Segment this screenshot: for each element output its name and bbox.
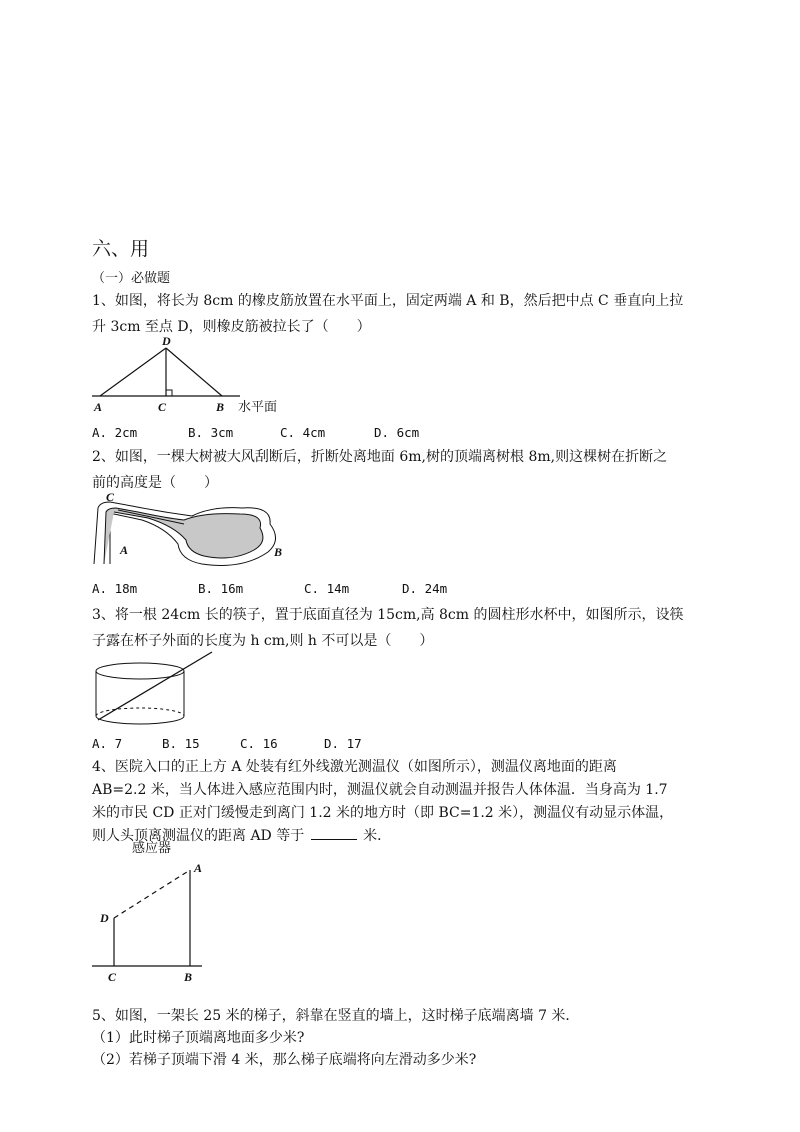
q2-figure [92,490,302,570]
q2-text-line2: 前的高度是（ ） [92,475,218,491]
q5-subquestion-2: （2）若梯子顶端下滑 4 米，那么梯子底端将向左滑动多少米? [92,1052,477,1068]
q2-label-a: A [120,543,129,557]
q1-figure [92,336,302,418]
q4-text-line1: 4、医院入口的正上方 A 处装有红外线激光测温仪（如图所示），测温仪离地面的距离 [92,759,617,775]
q4-answer-blank[interactable] [311,827,357,840]
section-title: 六、用 [92,238,150,260]
q1-label-surface: 水平面 [238,399,278,414]
q4-text-line4-pre: 则人头顶离测温仪的距离 AD 等于 [92,828,305,844]
q5-text-line1: 5、如图，一架长 25 米的梯子，斜靠在竖直的墙上，这时梯子底端离墙 7 米． [92,1008,580,1024]
q4-label-d: D [100,911,109,925]
q1-option-d[interactable]: D. 6cm [374,425,420,440]
q4-figure [92,840,232,990]
q1-option-b[interactable]: B. 3cm [188,425,234,440]
subsection-heading: （一）必做题 [92,271,171,286]
q2-label-b: B [274,545,283,559]
q5-subquestion-1: （1）此时梯子顶端离地面多少米? [92,1030,305,1046]
q4-text-line4-post: 米． [363,828,392,844]
q2-option-a[interactable]: A. 18m [92,581,138,596]
q1-label-b: B [216,400,225,414]
q3-text-line1: 3、将一根 24cm 长的筷子，置于底面直径为 15cm,高 8cm 的圆柱形水杯中，如图所示，设筷 [92,607,684,623]
q1-option-c[interactable]: C. 4cm [280,425,326,440]
q1-text-line1: 1、如图，将长为 8cm 的橡皮筋放置在水平面上，固定两端 A 和 B，然后把中点 C 垂直向上拉 [92,293,684,309]
q3-option-d[interactable]: D. 17 [324,736,362,751]
q4-text-line2: AB=2.2 米，当人体进入感应范围内时，测温仪就会自动测温并报告人体体温．当身高为 1.7 [92,782,668,798]
q3-options [92,736,492,752]
q3-option-c[interactable]: C. 16 [240,736,278,751]
q4-label-b: B [184,970,193,984]
q2-text-line1: 2、如图，一棵大树被大风刮断后，折断处离地面 6m,树的顶端离树根 8m,则这棵树在折断之 [92,449,668,465]
q2-option-b[interactable]: B. 16m [198,581,244,596]
q2-option-d[interactable]: D. 24m [402,581,448,596]
q3-text-line2: 子露在杯子外面的长度为 h cm,则 h 不可以是（ ） [92,633,434,649]
q2-options [92,581,492,597]
q1-label-c: C [158,400,167,414]
q3-option-a[interactable]: A. 7 [92,736,123,751]
q4-text-line3: 米的市民 CD 正对门缓慢走到离门 1.2 米的地方时（即 BC=1.2 米），测温仪有动显示体温， [92,805,674,821]
q4-label-c: C [108,970,117,984]
q2-label-c: C [106,490,115,504]
q4-label-a: A [194,861,203,875]
q1-label-a: A [94,400,103,414]
q1-label-d: D [162,334,171,348]
q3-option-b[interactable]: B. 15 [162,736,200,751]
q2-option-c[interactable]: C. 14m [304,581,350,596]
q1-options [92,425,492,441]
q4-label-sensor: 感应器 [132,840,172,855]
q3-figure [92,650,222,730]
q1-option-a[interactable]: A. 2cm [92,425,138,440]
q1-text-line2: 升 3cm 至点 D，则橡皮筋被拉长了（ ） [92,319,371,335]
